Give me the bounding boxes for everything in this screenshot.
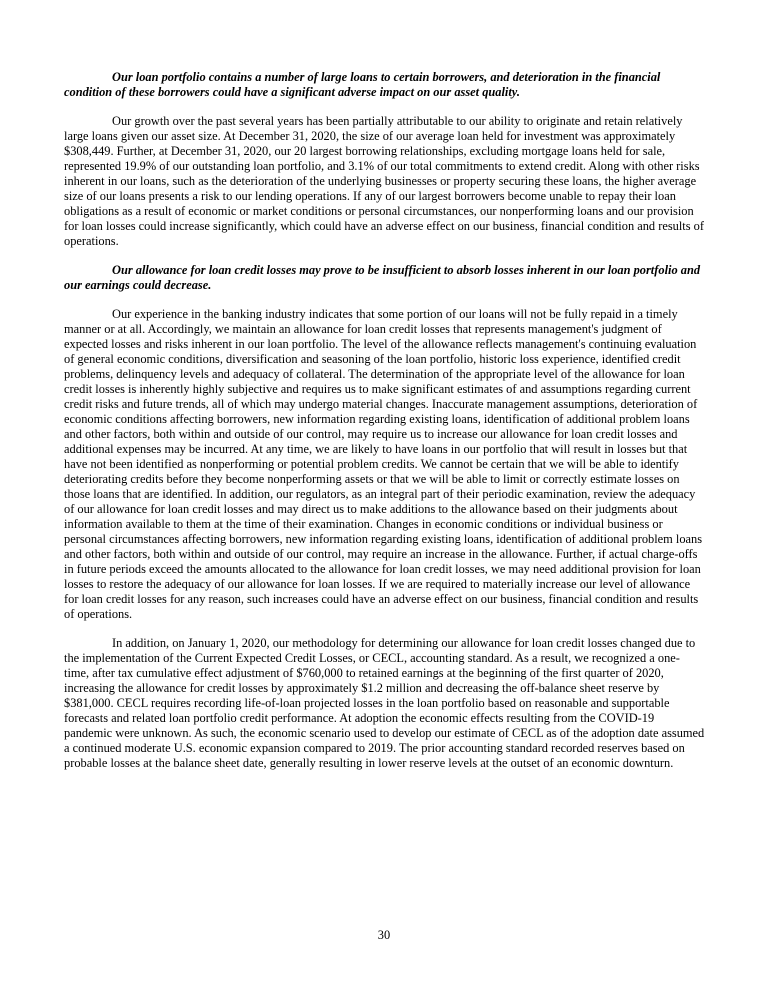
risk-factor-heading-large-loans: Our loan portfolio contains a number of large loans to certain borrowers, and deterioration in the financial condition of these borrowers could have a significant adverse impact on our asset quality. — [64, 70, 661, 99]
body-paragraph-cecl: In addition, on January 1, 2020, our methodology for determining our allowance for loan credit losses changed due to the implementation of the Current Expected Credit Losses, or CECL, accounting standard. As a result, we recognized a one-time, after tax cumulative effect adjustment of $760,000 to retained earnings at the beginning of the first quarter of 2020, increasing the allowance for credit losses by approximately $1.2 million and decreasing the off-balance sheet reserve by $381,000. CECL requires recording life-of-loan projected losses in the loan portfolio based on reasonable and supportable forecasts and related loan portfolio credit performance. At adoption the economic effects resulting from the COVID-19 pandemic were unknown. As such, the economic scenario used to develop our estimate of CECL as of the adoption date assumed a continued moderate U.S. economic expansion compared to 2019. The prior accounting standard recorded reserves based on probable losses at the balance sheet date, generally resulting in lower reserve levels at the outset of an economic downturn. — [64, 636, 705, 770]
risk-factor-heading-allowance: Our allowance for loan credit losses may prove to be insufficient to absorb losses inherent in our loan portfolio and our earnings could decrease. — [64, 263, 701, 292]
body-paragraph-loan-growth: Our growth over the past several years has been partially attributable to our ability to originate and retain relatively large loans given our asset size. At December 31, 2020, the size of our average loan held for investment was approximately $308,449. Further, at December 31, 2020, our 20 largest borrowing relationships, excluding mortgage loans held for sale, represented 19.9% of our outstanding loan portfolio, and 3.1% of our total commitments to extend credit. Along with other risks inherent in our loans, such as the deterioration of the underlying businesses or property securing these loans, the higher average size of our loans presents a risk to our lending operations. If any of our largest borrowers become unable to repay their loan obligations as a result of economic or market conditions or personal circumstances, our nonperforming loans and our provision for loan losses could increase significantly, which could have an adverse effect on our business, financial condition and results of operations. — [64, 114, 704, 248]
page-number: 30 — [377, 928, 391, 942]
page-content — [64, 70, 705, 785]
body-paragraph-allowance-detail: Our experience in the banking industry indicates that some portion of our loans will not be fully repaid in a timely manner or at all. Accordingly, we maintain an allowance for loan credit losses that represents management's judgment of expected losses and risks inherent in our loan portfolio. The level of the allowance reflects management's continuing evaluation of general economic conditions, diversification and seasoning of the loan portfolio, historic loss experience, identified credit problems, delinquency levels and adequacy of collateral. The determination of the appropriate level of the allowance for loan credit losses is inherently highly subjective and requires us to make significant estimates of and assumptions regarding current credit risks and future trends, all of which may undergo material changes. Inaccurate management assumptions, deterioration of economic conditions affecting borrowers, new information regarding existing loans, identification of additional problem loans and other factors, both within and outside of our control, may require us to increase our allowance for loan credit losses and additional expenses may be incurred. At any time, we are likely to have loans in our portfolio that will result in losses but that have not been identified as nonperforming or potential problem credits. We cannot be certain that we will be able to identify deteriorating credits before they become nonperforming assets or that we will be able to limit or correctly estimate losses on those loans that are identified. In addition, our regulators, as an integral part of their periodic examination, review the adequacy of our allowance for loan credit losses and may direct us to make additions to the allowance based on their judgments about information available to them at the time of their examination. Changes in economic conditions or individual business or personal circumstances affecting borrowers, new information regarding existing loans, identification of additional problem loans and other factors, both within and outside of our control, may require an increase in the allowance. Further, if actual charge-offs in future periods exceed the amounts allocated to the allowance for loan credit losses, we may need additional provision for loan losses to restore the adequacy of our allowance for loan losses. If we are required to materially increase our level of allowance for loan credit losses for any reason, such increases could have an adverse effect on our business, financial condition and results of operations. — [64, 307, 703, 621]
